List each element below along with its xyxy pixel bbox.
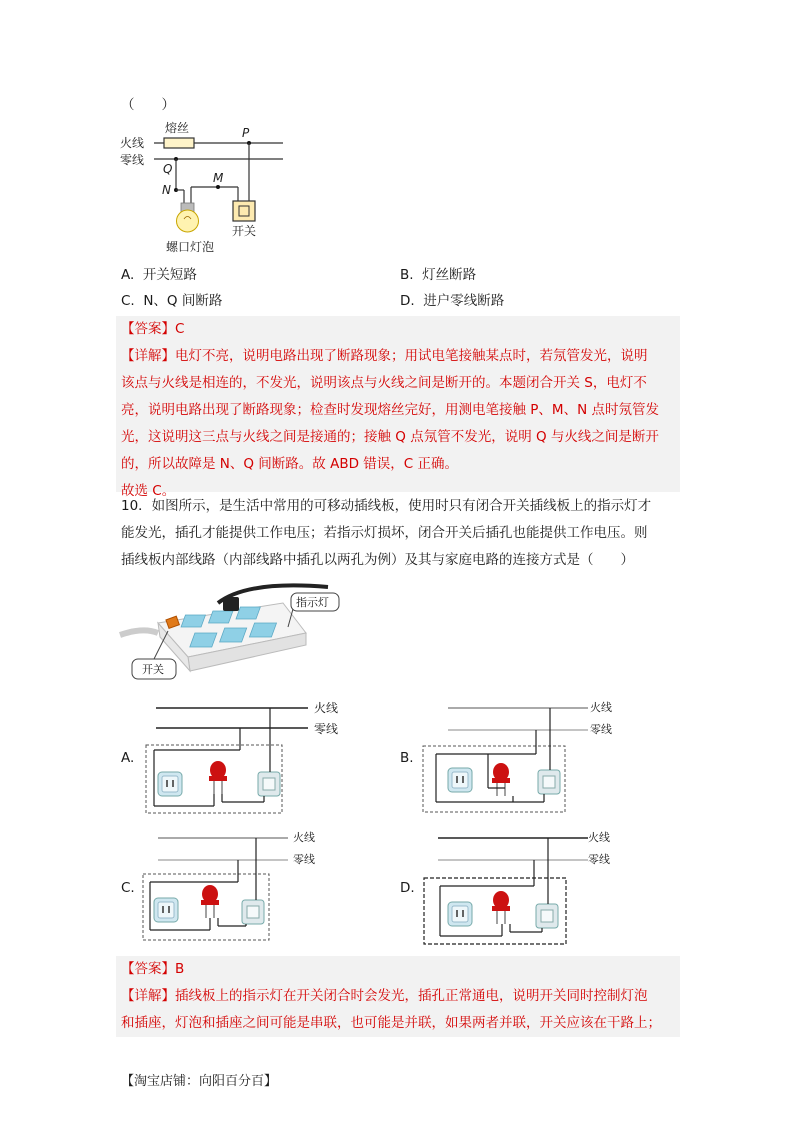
option-text: 进户零线断路 xyxy=(423,293,505,309)
q10-option-b-label[interactable]: B. xyxy=(400,750,414,766)
detail-tag: 【详解】 xyxy=(121,988,175,1004)
fuse-label: 熔丝 xyxy=(165,121,190,135)
a-fire-label: 火线 xyxy=(314,701,339,715)
q10-detail-line-1 xyxy=(116,983,680,1010)
option-letter: D. xyxy=(400,293,415,309)
switch-label: 开关 xyxy=(232,224,257,238)
q9-detail-line-6: 故选 C。 xyxy=(121,483,176,499)
option-text: N、Q 间断路 xyxy=(143,293,223,309)
q9-detail-line-3: 亮，说明电路出现了断路现象；检查时发现熔丝完好，用测电笔接触 P、M、N 点时氖管发 xyxy=(121,402,659,418)
q10-detail-line-2: 和插座，灯泡和插座之间可能是串联，也可能是并联，如果两者并联，开关应该在干路上； xyxy=(121,1015,661,1031)
q10-line-1: 10．如图所示，是生活中常用的可移动插线板，使用时只有闭合开关插线板上的指示灯才 xyxy=(121,498,652,514)
q9-option-c[interactable] xyxy=(121,291,222,311)
option-c-diagram[interactable] xyxy=(143,838,288,940)
plug-icon xyxy=(223,597,239,611)
q9-circuit-diagram xyxy=(118,115,293,255)
option-letter: A. xyxy=(121,267,135,283)
q10-answer-line xyxy=(116,956,680,983)
switch-symbol xyxy=(233,201,255,221)
q9-option-b[interactable] xyxy=(400,265,476,285)
d-neutral-label: 零线 xyxy=(588,853,610,866)
option-a-diagram[interactable] xyxy=(146,708,308,813)
point-m-label: M xyxy=(213,171,224,185)
q10-question xyxy=(121,493,681,574)
q10-line-2: 能发光，插孔才能提供工作电压；若指示灯损坏，闭合开关后插孔也能提供工作电压。则 xyxy=(121,525,648,541)
indicator-callout: 指示灯 xyxy=(296,596,329,609)
q9-option-a[interactable] xyxy=(121,265,197,285)
answer-tag: 【答案】 xyxy=(121,321,175,337)
point-p-label: P xyxy=(242,126,250,140)
fire-wire-label: 火线 xyxy=(120,136,145,150)
option-letter: B. xyxy=(400,267,414,283)
detail-text: 电灯不亮，说明电路出现了断路现象；用试电笔接触某点时，若氖管发光，说明 xyxy=(175,348,648,364)
c-neutral-label: 零线 xyxy=(293,853,315,866)
q9-answer-box xyxy=(116,316,680,499)
power-strip-photo xyxy=(118,575,348,685)
fuse-symbol xyxy=(164,138,194,148)
q9-detail-line-2: 该点与火线是相连的，不发光，说明该点与火线之间是断开的。本题闭合开关 S，电灯不 xyxy=(121,375,647,391)
bulb-label: 螺口灯泡 xyxy=(166,240,215,254)
point-n-label: N xyxy=(162,183,171,197)
q9-option-d[interactable] xyxy=(400,291,504,311)
option-text: 灯丝断路 xyxy=(422,267,477,283)
answer-value: C xyxy=(175,321,185,337)
q9-detail-line-5: 的，所以故障是 N、Q 间断路。故 ABD 错误，C 正确。 xyxy=(121,456,458,472)
option-letter: C. xyxy=(121,293,135,309)
option-text: 开关短路 xyxy=(142,267,197,283)
q10-line-3: 插线板内部线路（内部线路中插孔以两孔为例）及其与家庭电路的连接方式是（ ） xyxy=(121,552,634,568)
a-neutral-label: 零线 xyxy=(314,722,339,736)
q10-option-c-label[interactable]: C. xyxy=(121,880,135,896)
q9-blank: （ ） xyxy=(121,97,175,113)
point-q-label: Q xyxy=(163,162,173,176)
option-d-diagram[interactable] xyxy=(424,838,588,944)
bulb-icon xyxy=(177,203,199,232)
q10-option-a-label[interactable]: A. xyxy=(121,750,135,766)
q10-answer-box xyxy=(116,956,680,1037)
detail-tag: 【详解】 xyxy=(121,348,175,364)
answer-value: B xyxy=(175,961,185,977)
detail-text: 插线板上的指示灯在开关闭合时会发光，插孔正常通电，说明开关同时控制灯泡 xyxy=(175,988,648,1004)
switch-callout: 开关 xyxy=(142,663,164,676)
q10-option-d-label[interactable]: D. xyxy=(400,880,415,896)
option-b-diagram[interactable] xyxy=(423,708,588,812)
b-fire-label: 火线 xyxy=(590,701,612,714)
c-fire-label: 火线 xyxy=(293,831,315,844)
q9-answer-line xyxy=(116,316,680,343)
neutral-wire-label: 零线 xyxy=(120,153,145,167)
d-fire-label: 火线 xyxy=(588,831,610,844)
q9-detail-line-4: 光，这说明这三点与火线之间是接通的；接触 Q 点氖管不发光，说明 Q 与火线之间是断开 xyxy=(121,429,659,445)
footer-shop-name: 【淘宝店铺：向阳百分百】 xyxy=(121,1074,278,1089)
q9-detail-line-1 xyxy=(116,343,680,370)
answer-tag: 【答案】 xyxy=(121,961,175,977)
b-neutral-label: 零线 xyxy=(590,723,612,736)
